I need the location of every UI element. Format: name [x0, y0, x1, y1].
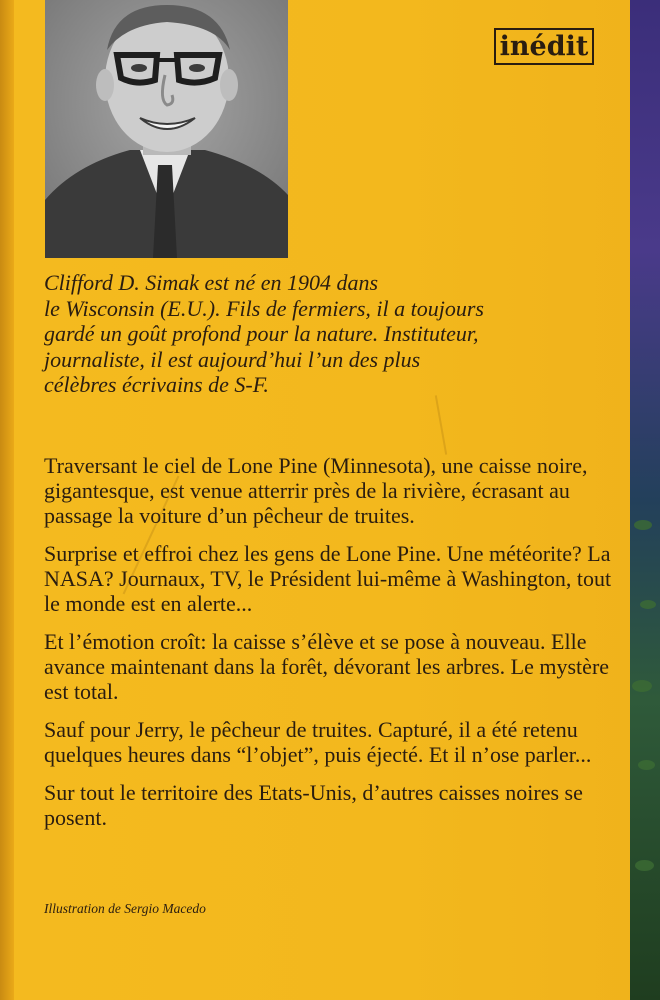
bio-line: gardé un goût profond pour la nature. Instituteur, [44, 321, 479, 346]
bio-line: journaliste, il est aujourd’hui l’un des plus [44, 346, 421, 372]
illustration-credit: Illustration de Sergio Macedo [44, 901, 206, 916]
synopsis-paragraph: Et l’émotion croît: la caisse s’élève et se pose à nouveau. Elle avance maintenant dans la forêt, dévorant les arbres. Le mystère est total. [44, 629, 610, 704]
synopsis-paragraph: Sur tout le territoire des Etats-Unis, d’autres caisses noires se posent. [44, 780, 583, 830]
bio-line: célèbres écrivains de S-F. [44, 372, 269, 397]
synopsis-paragraph: Sauf pour Jerry, le pêcheur de truites. Capturé, il a été retenu quelques heures dans “l’objet”, puis éjecté. Et il n’ose parler... [44, 717, 592, 767]
inedit-badge: inédit [494, 28, 594, 65]
front-cover-illustration-edge [630, 0, 660, 1000]
synopsis-paragraph: Surprise et effroi chez les gens de Lone Pine. Une météorite? La NASA? Journaux, TV, le Président lui-même à Washington, tout le monde est en alerte... [44, 541, 612, 616]
author-portrait-image [45, 0, 288, 258]
author-photo [45, 0, 288, 258]
synopsis-paragraph: Traversant le ciel de Lone Pine (Minnesota), une caisse noire, gigantesque, est venue atterrir près de la rivière, écrasant au passage la voiture d’un pêcheur de truites. [44, 453, 588, 528]
author-biography [44, 270, 604, 398]
cover-worn-edge [0, 0, 14, 1000]
book-synopsis [44, 453, 614, 843]
bio-line: Clifford D. Simak est né en 1904 dans [44, 270, 379, 295]
bio-line: le Wisconsin (E.U.). Fils de fermiers, il a toujours [44, 295, 484, 321]
